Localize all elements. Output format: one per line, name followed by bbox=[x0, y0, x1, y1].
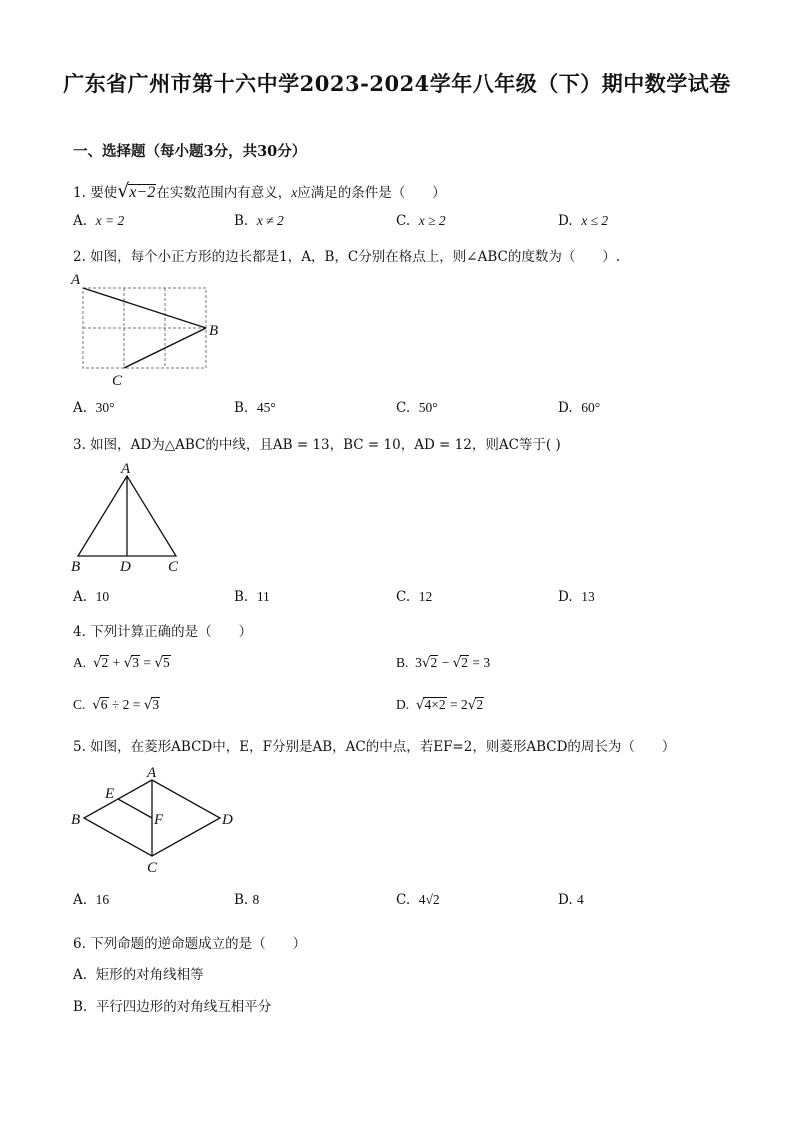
option-a[interactable]: A. 30° bbox=[73, 400, 115, 416]
question-number: 1. bbox=[73, 185, 86, 201]
option-b[interactable]: B. 11 bbox=[234, 589, 270, 605]
question-text: 应满足的条件是（ ） bbox=[297, 185, 446, 201]
triangle-figure bbox=[66, 458, 196, 576]
label-b: B bbox=[209, 323, 219, 339]
page-title: 广东省广州市第十六中学2023-2024学年八年级（下）期中数学试卷 bbox=[63, 71, 731, 96]
label-a: A bbox=[147, 765, 157, 781]
option-a[interactable]: A. x = 2 bbox=[73, 213, 125, 229]
option-b[interactable]: B. 平行四边形的对角线互相平分 bbox=[73, 999, 272, 1015]
option-c[interactable]: C. 50° bbox=[396, 400, 438, 416]
question-3: 3. 如图，AD为△ABC的中线，且AB = 13，BC = 10，AD = 12，则AC等于( ) bbox=[73, 437, 561, 453]
label-c: C bbox=[112, 373, 123, 389]
question-1 bbox=[73, 180, 446, 202]
option-b[interactable]: B. 45° bbox=[234, 400, 276, 416]
section-heading-choice: 一、选择题（每小题3分，共30分） bbox=[73, 143, 307, 160]
option-a[interactable]: A. 16 bbox=[73, 892, 110, 908]
option-a[interactable]: A. 矩形的对角线相等 bbox=[73, 967, 204, 983]
option-b[interactable]: B. x ≠ 2 bbox=[234, 213, 284, 229]
option-d[interactable]: D. 60° bbox=[558, 400, 601, 416]
option-b[interactable]: B. 3√2 − √2 = 3 bbox=[396, 655, 491, 671]
label-c: C bbox=[168, 559, 179, 575]
question-4: 4. 下列计算正确的是（ ） bbox=[73, 624, 253, 640]
question-6: 6. 下列命题的逆命题成立的是（ ） bbox=[73, 936, 307, 952]
rhombus-figure bbox=[66, 760, 246, 878]
question-text: 在实数范围内有意义， bbox=[156, 185, 292, 201]
option-b[interactable]: B. 8 bbox=[234, 892, 260, 908]
question-2: 2. 如图，每个小正方形的边长都是1，A，B，C分别在格点上，则∠ABC的度数为（ ）. bbox=[73, 249, 621, 265]
option-a[interactable]: A. 10 bbox=[73, 589, 110, 605]
question-text: 要使 bbox=[90, 185, 118, 201]
option-c[interactable]: C. 12 bbox=[396, 589, 433, 605]
label-a: A bbox=[121, 461, 131, 477]
label-b: B bbox=[71, 559, 81, 575]
label-d: D bbox=[120, 559, 131, 575]
variable: x bbox=[291, 185, 298, 200]
label-b: B bbox=[71, 812, 81, 828]
option-c[interactable]: C. 4√2 bbox=[396, 892, 440, 908]
radicand: x−2 bbox=[129, 184, 156, 201]
label-f: F bbox=[154, 812, 164, 828]
sqrt-sign: √ bbox=[117, 180, 130, 202]
option-d[interactable]: D. x ≤ 2 bbox=[558, 213, 609, 229]
question-5: 5. 如图，在菱形ABCD中，E，F分别是AB，AC的中点，若EF=2，则菱形ABCD的周长为（ ） bbox=[73, 739, 676, 755]
grid-figure bbox=[66, 268, 236, 390]
option-d[interactable]: D. 4 bbox=[558, 892, 584, 908]
label-a: A bbox=[71, 272, 81, 288]
option-c[interactable]: C. √6 ÷ 2 = √3 bbox=[73, 697, 160, 713]
option-a[interactable]: A. √2 + √3 = √5 bbox=[73, 655, 170, 671]
option-c[interactable]: C. x ≥ 2 bbox=[396, 213, 446, 229]
label-c: C bbox=[147, 860, 158, 876]
label-e: E bbox=[105, 786, 115, 802]
option-d[interactable]: D. 13 bbox=[558, 589, 595, 605]
label-d: D bbox=[222, 812, 233, 828]
option-d[interactable]: D. √4×2 = 2√2 bbox=[396, 697, 484, 713]
